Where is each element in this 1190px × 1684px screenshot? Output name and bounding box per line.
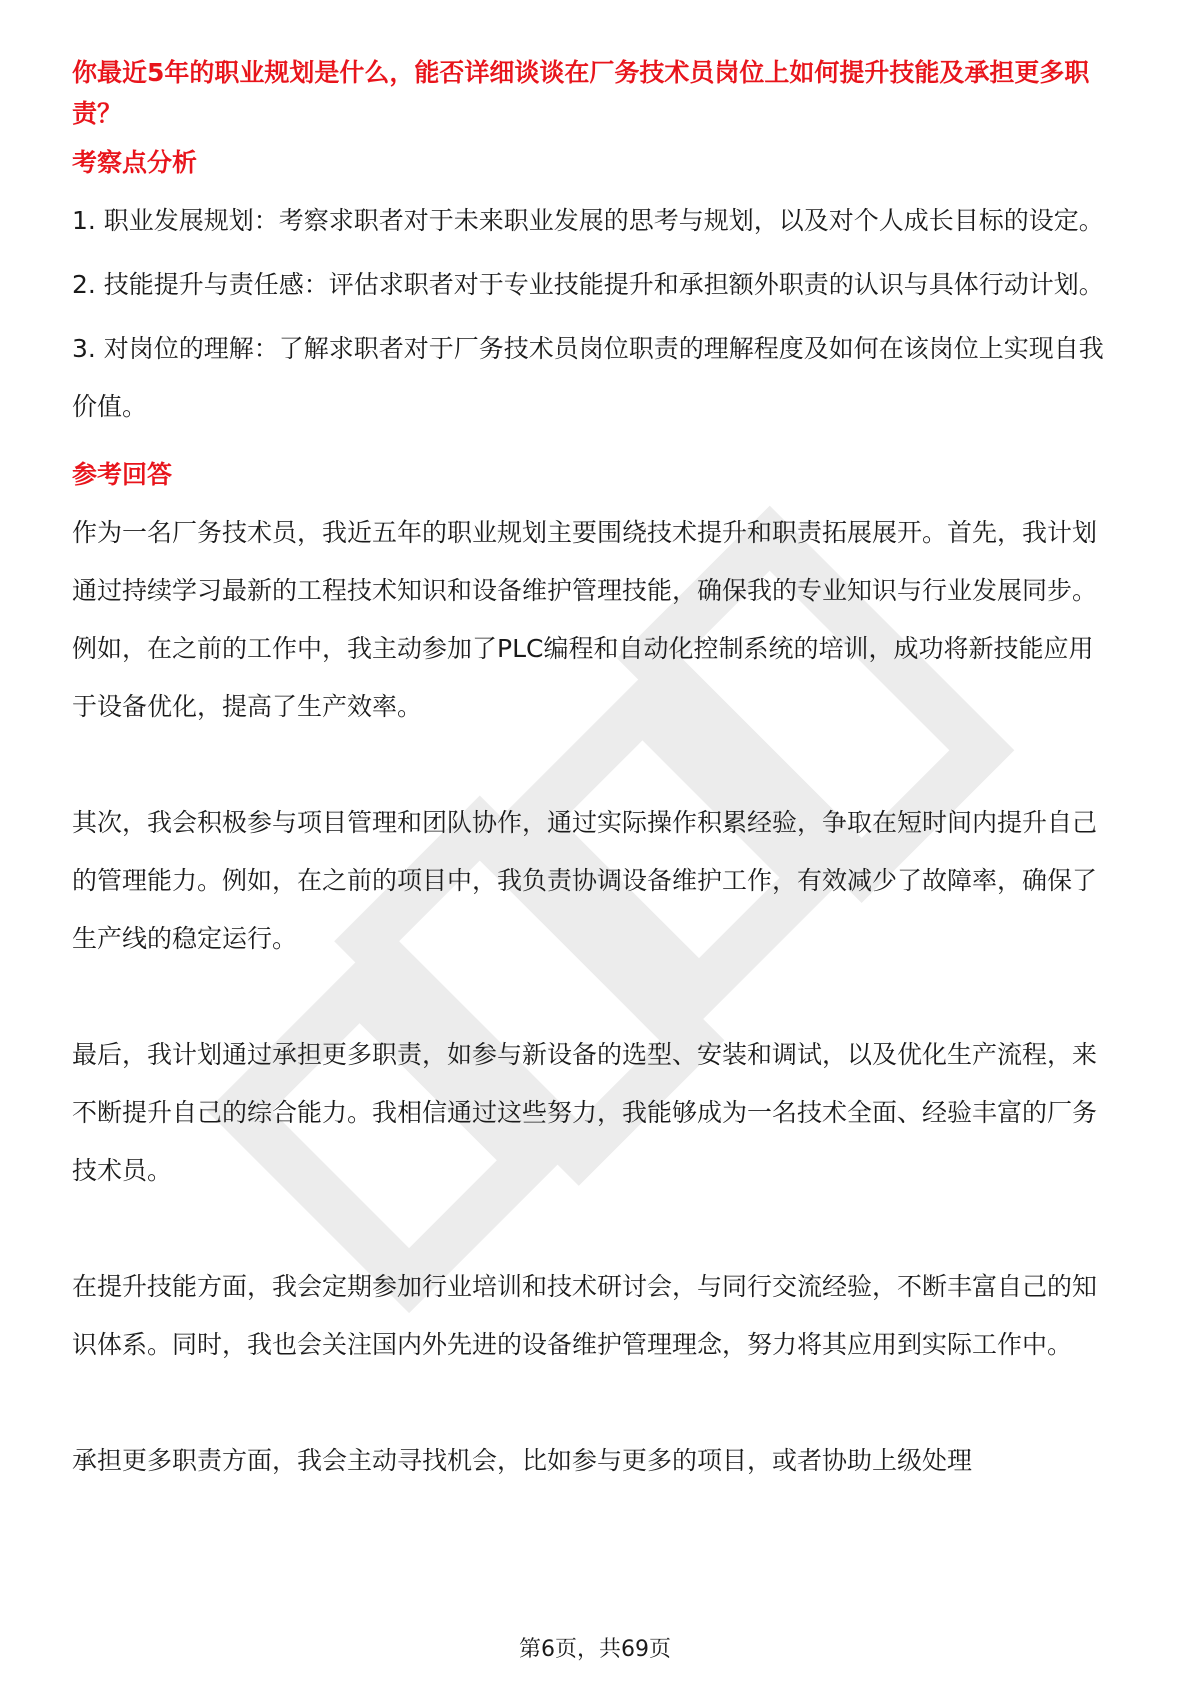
document-content	[72, 52, 1118, 1548]
page-number: 第6页，共69页	[519, 1637, 671, 1662]
analysis-point: 3. 对岗位的理解：了解求职者对于厂务技术员岗位职责的理解程度及如何在该岗位上实现自我价值。	[72, 334, 1104, 421]
answer-paragraph: 其次，我会积极参与项目管理和团队协作，通过实际操作积累经验，争取在短时间内提升自己的管理能力。例如，在之前的项目中，我负责协调设备维护工作，有效减少了故障率，确保了生产线的稳定运行。	[72, 808, 1098, 953]
analysis-point: 1. 职业发展规划：考察求职者对于未来职业发展的思考与规划，以及对个人成长目标的设定。	[72, 206, 1104, 235]
answer-paragraph: 作为一名厂务技术员，我近五年的职业规划主要围绕技术提升和职责拓展展开。首先，我计划通过持续学习最新的工程技术知识和设备维护管理技能，确保我的专业知识与行业发展同步。例如，在之前的工作中，我主动参加了PLC编程和自动化控制系统的培训，成功将新技能应用于设备优化，提高了生产效率。	[72, 518, 1098, 721]
answer-paragraph: 在提升技能方面，我会定期参加行业培训和技术研讨会，与同行交流经验，不断丰富自己的知识体系。同时，我也会关注国内外先进的设备维护管理理念，努力将其应用到实际工作中。	[72, 1272, 1098, 1359]
analysis-points	[72, 192, 1118, 436]
analysis-point: 2. 技能提升与责任感：评估求职者对于专业技能提升和承担额外职责的认识与具体行动计划。	[72, 270, 1104, 299]
answer-body	[72, 504, 1118, 1490]
analysis-heading: 考察点分析	[72, 148, 198, 177]
answer-heading: 参考回答	[72, 460, 173, 489]
answer-paragraph: 最后，我计划通过承担更多职责，如参与新设备的选型、安装和调试，以及优化生产流程，来不断提升自己的综合能力。我相信通过这些努力，我能够成为一名技术全面、经验丰富的厂务技术员。	[72, 1040, 1098, 1185]
answer-paragraph: 承担更多职责方面，我会主动寻找机会，比如参与更多的项目，或者协助上级处理	[72, 1446, 973, 1475]
question-title: 你最近5年的职业规划是什么，能否详细谈谈在厂务技术员岗位上如何提升技能及承担更多职责？	[72, 58, 1090, 128]
